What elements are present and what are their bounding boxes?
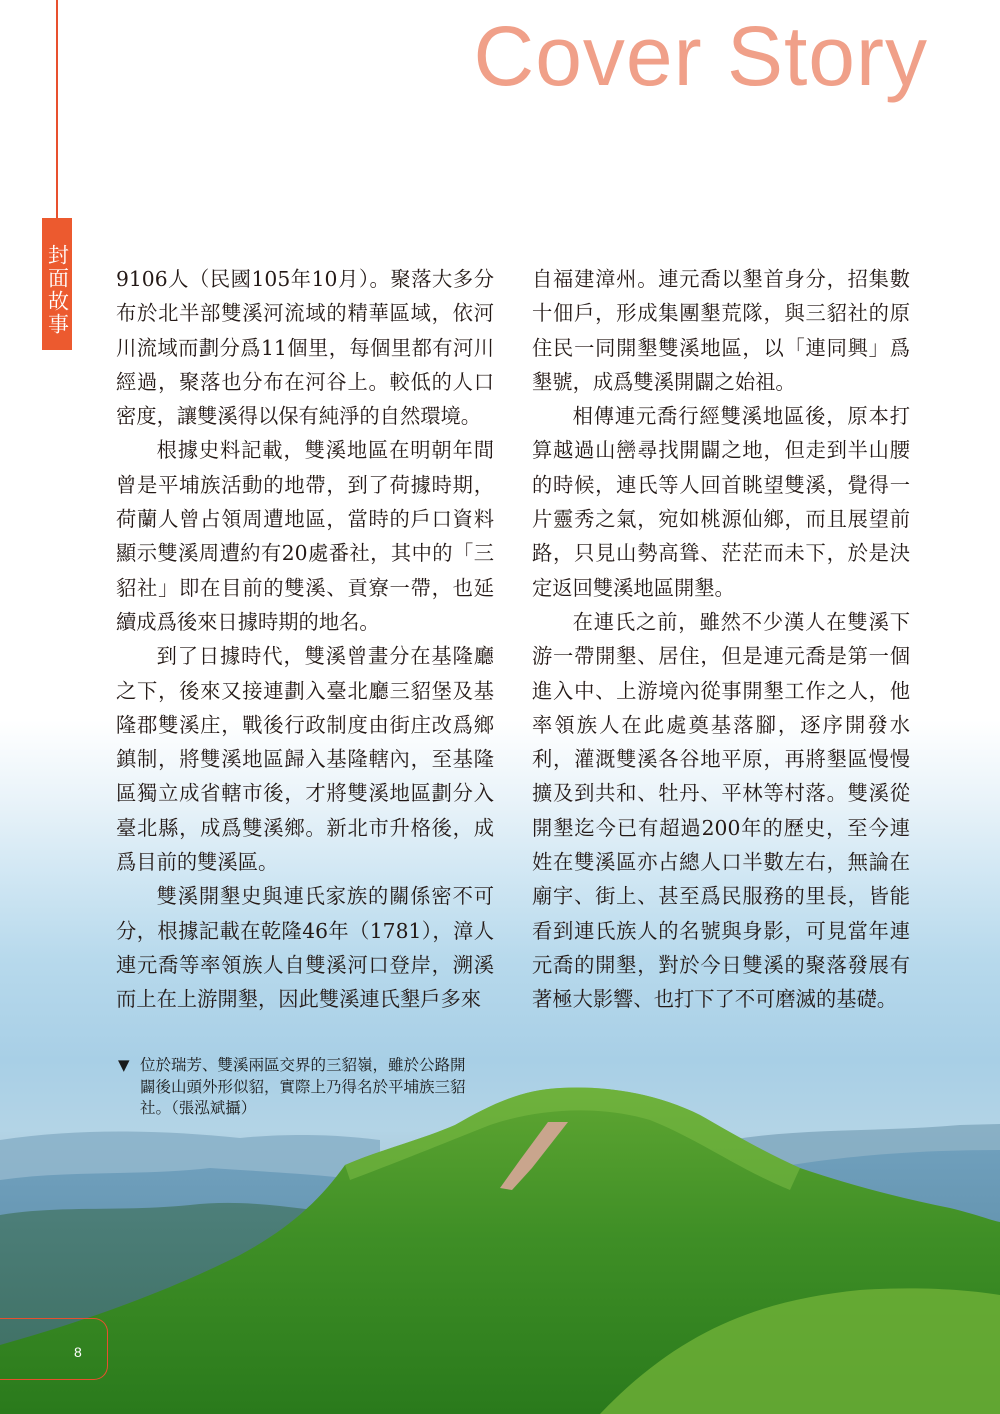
section-tab-label: 封面故事 <box>45 244 70 336</box>
caption-marker-icon: ▼ <box>118 1056 130 1074</box>
paragraph: 雙溪開墾史與連氏家族的關係密不可分，根據記載在乾隆46年（1781），漳人連元喬等率領族人自雙溪河口登岸，溯溪而上在上游開墾，因此雙溪連氏墾戶多來 <box>116 884 494 1012</box>
section-tab <box>42 218 72 350</box>
page-number: 8 <box>74 1344 82 1360</box>
paragraph: 自福建漳州。連元喬以墾首身分，招集數十佃戶，形成集團墾荒隊，與三貂社的原住民一同開墾雙溪地區，以「連同興」爲墾號，成爲雙溪開闢之始祖。 <box>532 267 910 394</box>
caption-text: 位於瑞芳、雙溪兩區交界的三貂嶺，雖於公路開闢後山頭外形似貂，實際上乃得名於平埔族三貂社。（張泓斌攝） <box>140 1056 466 1117</box>
cover-story-title: Cover Story <box>473 9 928 103</box>
header-rule <box>56 0 58 220</box>
page-number-frame <box>0 1318 108 1380</box>
paragraph: 到了日據時代，雙溪曾畫分在基隆廳之下，後來又接連劃入臺北廳三貂堡及基隆郡雙溪庄，戰後行政制度由街庄改爲鄉鎮制，將雙溪地區歸入基隆轄內，至基隆區獨立成省轄市後，才將雙溪地區劃分入臺北縣，成爲雙溪鄉。新北市升格後，成爲目前的雙溪區。 <box>116 644 494 875</box>
photo-caption <box>118 1055 480 1120</box>
paragraph: 9106人（民國105年10月）。聚落大多分布於北半部雙溪河流域的精華區域，依河川流域而劃分爲11個里，每個里都有河川經過，聚落也分布在河谷上。較低的人口密度，讓雙溪得以保有純淨的自然環境。 <box>116 267 494 429</box>
paragraph: 根據史料記載，雙溪地區在明朝年間曾是平埔族活動的地帶，到了荷據時期，荷蘭人曾占領周遭地區，當時的戶口資料顯示雙溪周遭約有20處番社，其中的「三貂社」即在目前的雙溪、貢寮一帶，也延續成爲後來日據時期的地名。 <box>116 438 494 634</box>
article-column-right <box>532 262 910 1017</box>
paragraph: 在連氏之前，雖然不少漢人在雙溪下游一帶開墾、居住，但是連元喬是第一個進入中、上游境內從事開墾工作之人，他率領族人在此處奠基落腳，逐序開發水利，灌溉雙溪各谷地平原，再將墾區慢慢擴及到共和、牡丹、平林等村落。雙溪從開墾迄今已有超過200年的歷史，至今連姓在雙溪區亦占總人口半數左右，無論在廟宇、街上、甚至爲民服務的里長，皆能看到連氏族人的名號與身影，可見當年連元喬的開墾，對於今日雙溪的聚落發展有著極大影響、也打下了不可磨滅的基礎。 <box>532 609 910 1012</box>
paragraph: 相傳連元喬行經雙溪地區後，原本打算越過山巒尋找開闢之地，但走到半山腰的時候，連氏等人回首眺望雙溪，覺得一片靈秀之氣，宛如桃源仙鄉，而且展望前路，只見山勢高聳、茫茫而未下，於是決定返回雙溪地區開墾。 <box>532 404 910 600</box>
article-column-left <box>116 262 494 1017</box>
